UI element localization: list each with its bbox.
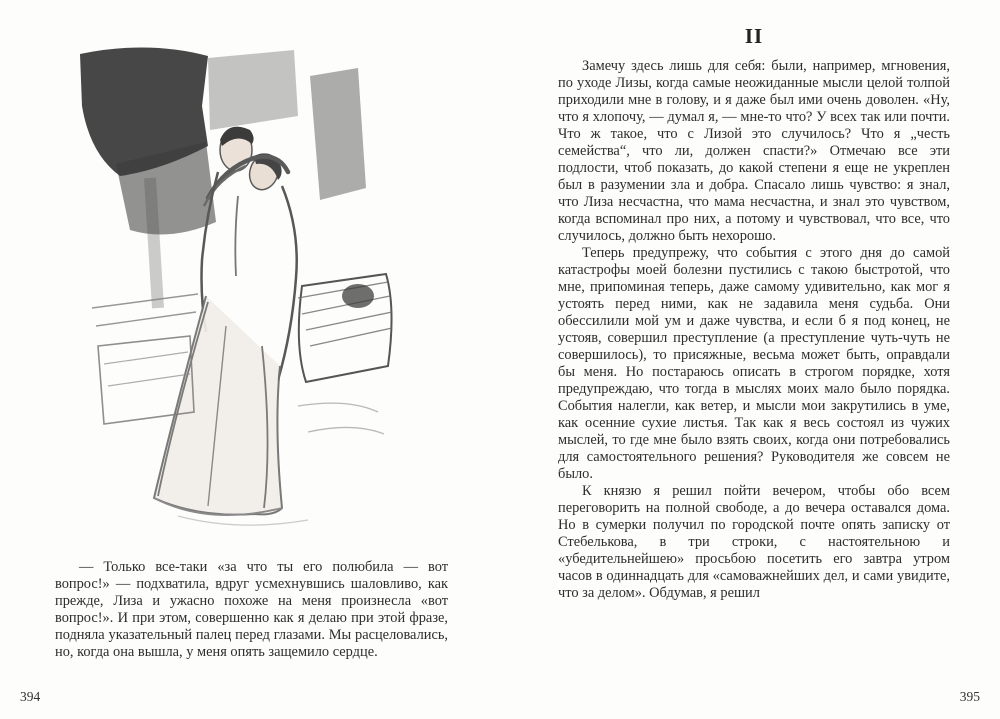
- right-page-text-block: [558, 58, 950, 602]
- chapter-heading: II: [744, 24, 764, 48]
- right-page-paragraph-1: Замечу здесь лишь для себя: были, например, мгновения, по уходе Лизы, когда самые неожиданные мысли целой толпой приходили мне в голову, и я даже был ими очень доволен. «Ну, что я хлопочу, — думал я, — мне-то что? У всех так или почти. Что ж такое, что с Лизой это случилось? Что я „честь семейства“, что ли, должен спасти?» Отмечаю все эти подлости, чтоб показать, до какой степени я еще не укреплен был в разумении зла и добра. Спасало лишь чувство: я знал, что Лиза несчастна, что мама несчастна, и знал это чувством, когда вспоминал про них, а потому и чувствовал, что все, что случилось, должно быть нехорошо.: [558, 58, 950, 244]
- left-page-paragraph: — Только все-таки «за что ты его полюбила — вот вопрос!» — подхватила, вдруг усмехнувшись шаловливо, как прежде, Лиза и ужасно похоже на меня произнесла «вот вопрос!». И при этом, совершенно как я делаю при этой фразе, подняла указательный палец перед глазами. Мы расцеловались, но, когда она вышла, у меня опять защемило сердце.: [55, 559, 448, 660]
- right-page-number: 395: [959, 689, 980, 704]
- right-page-paragraph-3: К князю я решил пойти вечером, чтобы обо всем переговорить на полной свободе, а до вечера оставался дома. Но в сумерки получил по городской почте опять записку от Стебелькова, в три строки, с настоятельною и «убедительнейшею» просьбою посетить его завтра утром часов в одиннадцать для «самоважнейших дел, и сами увидите, что за делом». Обдумав, я решил: [558, 483, 950, 601]
- right-page: [500, 0, 1000, 719]
- right-page-paragraph-2: Теперь предупрежу, что события с этого дня до самой катастрофы моей болезни пустились с такою быстротой, что мне, припоминая теперь, даже самому удивительно, как мог я устоять перед ними, как не задавила меня судьба. Они обессилили мой ум и даже чувства, и если б я под конец, не устояв, совершил преступление (а преступление чуть-чуть не совершилось), то присяжные, весьма может быть, оправдали бы меня. Но постараюсь описать в строгом порядке, хотя предупреждаю, что тогда в мыслях моих мало было порядка. События налегли, как ветер, и мысли мои закрутились в уме, как осенние сухие листья. Так как я весь состоял из чужих мыслей, то где мне было взять своих, когда они потребовались для самостоятельного решения? Руководителя же совсем не было.: [558, 245, 950, 482]
- book-illustration: [58, 46, 428, 551]
- left-page-number: 394: [20, 689, 41, 704]
- illustration-svg: [58, 46, 428, 551]
